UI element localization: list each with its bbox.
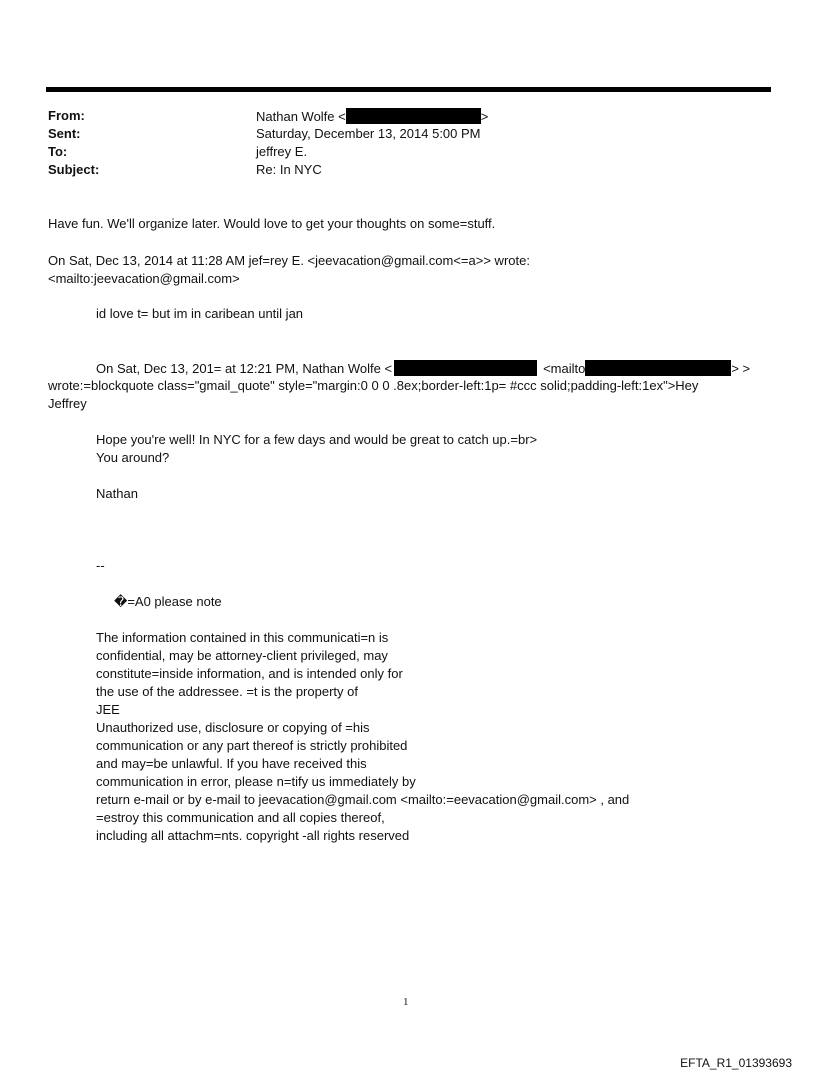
message-line: You around? xyxy=(96,450,170,465)
document-id: EFTA_R1_01393693 xyxy=(680,1056,792,1070)
disclaimer-line: the use of the addressee. =t is the property of xyxy=(96,684,358,699)
redaction-box xyxy=(585,360,731,376)
subject-value: Re: In NYC xyxy=(256,162,322,177)
to-value: jeffrey E. xyxy=(256,144,308,159)
quote1-text: id love t= but im in caribean until jan xyxy=(96,306,304,321)
disclaimer-line: The information contained in this communicati=n is xyxy=(96,630,389,645)
disclaimer-line: communication or any part thereof is strictly prohibited xyxy=(96,738,408,753)
disclaimer-line: =estroy this communication and all copies thereof, xyxy=(96,810,385,825)
from-name: Nathan Wolfe < xyxy=(256,109,346,124)
disclaimer-line: Unauthorized use, disclosure or copying of =his xyxy=(96,720,370,735)
from-close: > xyxy=(480,109,489,124)
to-label: To: xyxy=(48,144,68,159)
quote2-mailto: <mailto xyxy=(543,361,586,376)
signoff: Nathan xyxy=(96,486,138,501)
quote2-greeting: Jeffrey xyxy=(48,396,87,411)
disclaimer-line: JEE xyxy=(96,702,120,717)
from-value xyxy=(256,108,488,124)
message-line: Hope you're well! In NYC for a few days and would be great to catch up.=br> xyxy=(96,432,538,447)
disclaimer-line: communication in error, please n=tify us immediately by xyxy=(96,774,416,789)
disclaimer-line: confidential, may be attorney-client privileged, may xyxy=(96,648,388,663)
redaction-box xyxy=(394,360,537,376)
subject-label: Subject: xyxy=(48,162,100,177)
sent-label: Sent: xyxy=(48,126,81,141)
disclaimer-line: and may=be unlawful. If you have received this xyxy=(96,756,367,771)
sent-value: Saturday, December 13, 2014 5:00 PM xyxy=(256,126,481,141)
from-label: From: xyxy=(48,108,85,123)
quote1-mailto: <mailto:jeevacation@gmail.com> xyxy=(48,271,240,286)
disclaimer-line: return e-mail or by e-mail to jeevacation@gmail.com <mailto:=eevacation@gmail.com> , and xyxy=(96,792,630,807)
top-rule xyxy=(46,87,771,92)
redaction-box xyxy=(346,108,481,124)
quote2-header xyxy=(96,360,750,376)
quote1-header: On Sat, Dec 13, 2014 at 11:28 AM jef=rey E. <jeevacation@gmail.com<=a>> wrote: xyxy=(48,253,530,268)
reply-text: Have fun. We'll organize later. Would love to get your thoughts on some=stuff. xyxy=(48,216,496,231)
quote2-wrote: wrote:=blockquote class="gmail_quote" style="margin:0 0 0 .8ex;border-left:1p= #ccc solid;padding-left:1ex">Hey xyxy=(48,378,699,393)
disclaimer-line: including all attachm=nts. copyright -all rights reserved xyxy=(96,828,410,843)
signature-dashes: -- xyxy=(96,558,105,573)
quote2-header-text: On Sat, Dec 13, 201= at 12:21 PM, Nathan Wolfe < xyxy=(96,361,393,376)
quote2-close: > > xyxy=(731,361,751,376)
please-note: �=A0 please note xyxy=(114,594,222,609)
disclaimer-line: constitute=inside information, and is intended only for xyxy=(96,666,403,681)
page-number: 1 xyxy=(403,996,409,1008)
